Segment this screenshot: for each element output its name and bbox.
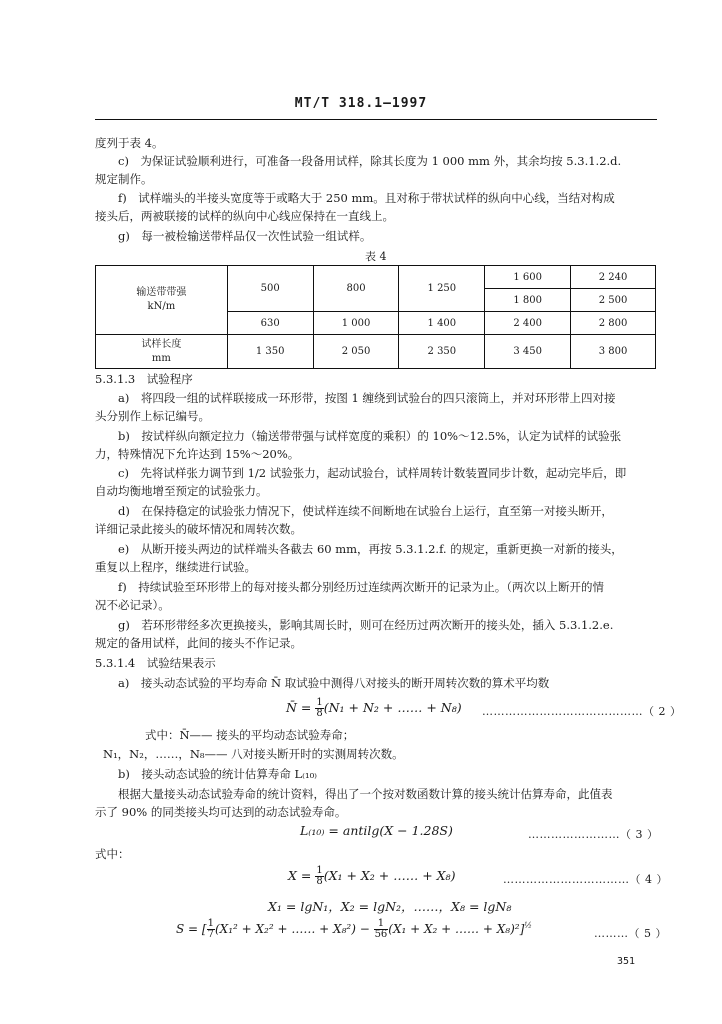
table-cell: 2 240 — [571, 266, 656, 289]
where-label: 式中： — [95, 847, 130, 861]
document-header: MT/T 318.1—1997 — [294, 96, 428, 111]
eq-rhs: (N₁ + N₂ + …… + N₈) — [323, 700, 462, 715]
paragraph-cont: 示了 90% 的同类接头均可达到的动态试验寿命。 — [95, 805, 347, 819]
table-cell: 2 050 — [313, 335, 399, 369]
equation-number: ……………………………（ 4 ） — [503, 873, 668, 886]
paragraph-line: 度列于表 4。 — [95, 136, 164, 150]
definition-line: 式中：N̄—— 接头的平均动态试验寿命； — [145, 728, 355, 742]
paragraph-line: 根据大量接头动态试验寿命的统计资料，得出了一个按对数函数计算的接头统计估算寿命，此值表 — [118, 787, 613, 801]
item-d: d) 在保持稳定的试验张力情况下，使试样连续不间断地在试验台上运行，直至第一对接头断开， — [118, 504, 613, 518]
section-title-5313: 5.3.1.3 试验程序 — [95, 372, 193, 386]
length-unit: mm — [151, 352, 171, 364]
item-a: a) 将四段一组的试样联接成一环形带，按图 1 缠绕到试验台的四只滚筒上，并对环形带上四对接 — [118, 391, 616, 405]
table-cell: 1 800 — [485, 289, 571, 312]
item-d-cont: 详细记录此接头的破坏情况和周转次数。 — [95, 522, 302, 536]
header-rule — [95, 119, 657, 120]
item-f-cont: 况不必记录）。 — [95, 598, 170, 612]
item-f-cont: 接头后，两被联接的试样的纵向中心线应保持在一直线上。 — [95, 209, 394, 223]
definition-line: N₁，N₂，……，N₈—— 八对接头断开时的实测周转次数。 — [103, 747, 404, 761]
section-title-5314: 5.3.1.4 试验结果表示 — [95, 656, 216, 670]
table-cell: 3 800 — [571, 335, 656, 369]
strength-label-cell — [96, 266, 228, 335]
item-c-cont: 规定制作。 — [95, 172, 153, 186]
item-e-cont: 重复以上程序，继续进行试验。 — [95, 560, 256, 574]
page-number: 351 — [617, 956, 636, 967]
item-a-cont: 头分别作上标记编号。 — [95, 409, 210, 423]
length-label: 试样长度 — [141, 338, 182, 350]
item-f: f) 试样端头的半接头宽度等于或略大于 250 mm。且对称于带状试样的纵向中心线，当结对构成 — [118, 191, 615, 205]
length-label-cell — [96, 335, 228, 369]
table-cell: 2 400 — [485, 312, 571, 335]
strength-label: 输送带带强 — [136, 287, 187, 298]
item-g: g) 若环形带经多次更换接头，影响其周长时，则可在经历过两次断开的接头处，插入 5.3.1.2.e. — [118, 618, 614, 632]
table-4 — [95, 265, 656, 369]
fraction: $\frac{1}{8}$ — [316, 697, 323, 719]
equation-logs: X₁ = lgN₁，X₂ = lgN₂，……，X₈ = lgN₈ — [268, 899, 512, 914]
item-c: c) 先将试样张力调节到 1/2 试验张力，起动试验台，试样周转计数装置同步计数，起动完毕后，即 — [118, 466, 627, 480]
table-cell: 1 000 — [313, 312, 399, 335]
item-a: a) 接头动态试验的平均寿命 N̄ 取试验中测得八对接头的断开周转次数的算术平均数 — [118, 676, 550, 690]
eq-lhs: N̄ = — [286, 700, 316, 715]
equation-4: X = $\frac{1}{8}$ (X₁ + X₂ + …… + X₈) — [288, 865, 456, 887]
table-cell: 2 800 — [571, 312, 656, 335]
equation-2 — [286, 698, 462, 719]
table-cell: 3 450 — [485, 335, 571, 369]
equation-number: ……………………（ 3 ） — [528, 828, 659, 841]
table-cell: 500 — [227, 266, 313, 312]
table-cell: 800 — [313, 266, 399, 312]
equation-3: L₍₁₀₎ = antilg(X − 1.28S) — [300, 823, 453, 838]
fraction: $\frac{1}{56}$ — [374, 918, 388, 940]
item-g: g) 每一被检输送带样品仅一次性试验一组试样。 — [118, 229, 372, 243]
item-c-cont: 自动均衡地增至预定的试验张力。 — [95, 484, 268, 498]
fraction: $\frac{1}{8}$ — [316, 865, 323, 887]
item-e: e) 从断开接头两边的试样端头各截去 60 mm，再按 5.3.1.2.f. 的规定，重新更换一对新的接头， — [118, 542, 623, 556]
equation-number: ……………………………………（ 2 ） — [482, 705, 682, 718]
table-caption: 表 4 — [365, 250, 387, 263]
strength-unit: kN/m — [147, 301, 176, 312]
fraction: $\frac{1}{7}$ — [207, 918, 214, 940]
table-cell: 1 250 — [399, 266, 485, 312]
table-cell: 1 350 — [227, 335, 313, 369]
item-b-cont: 力，特殊情况下允许达到 15%～20%。 — [95, 447, 300, 461]
table-cell: 2 500 — [571, 289, 656, 312]
item-c: c) 为保证试验顺利进行，可准备一段备用试样，除其长度为 1 000 mm 外，其余均按 5.3.1.2.d. — [118, 154, 622, 168]
item-b: b) 接头动态试验的统计估算寿命 L₍₁₀₎ — [118, 767, 318, 781]
table-cell: 630 — [227, 312, 313, 335]
table-cell: 1 400 — [399, 312, 485, 335]
table-cell: 2 350 — [399, 335, 485, 369]
equation-5: S = [ $\frac{1}{7}$ (X₁² + X₂² + …… + X₈²) − $\frac{1}{56}$ (X₁ + X₂ + …… + X₈)²]$^{\frac{1}{2}}$ — [176, 918, 533, 940]
table-cell: 1 600 — [485, 266, 571, 289]
item-f: f) 持续试验至环形带上的每对接头都分别经历过连续两次断开的记录为止。（两次以上断开的情 — [118, 580, 604, 594]
equation-number: ………（ 5 ） — [594, 927, 667, 940]
item-g-cont: 规定的备用试样，此间的接头不作记录。 — [95, 636, 302, 650]
item-b: b) 按试样纵向额定拉力（输送带带强与试样宽度的乘积）的 10%～12.5%，认定为试样的试验张 — [118, 429, 622, 443]
